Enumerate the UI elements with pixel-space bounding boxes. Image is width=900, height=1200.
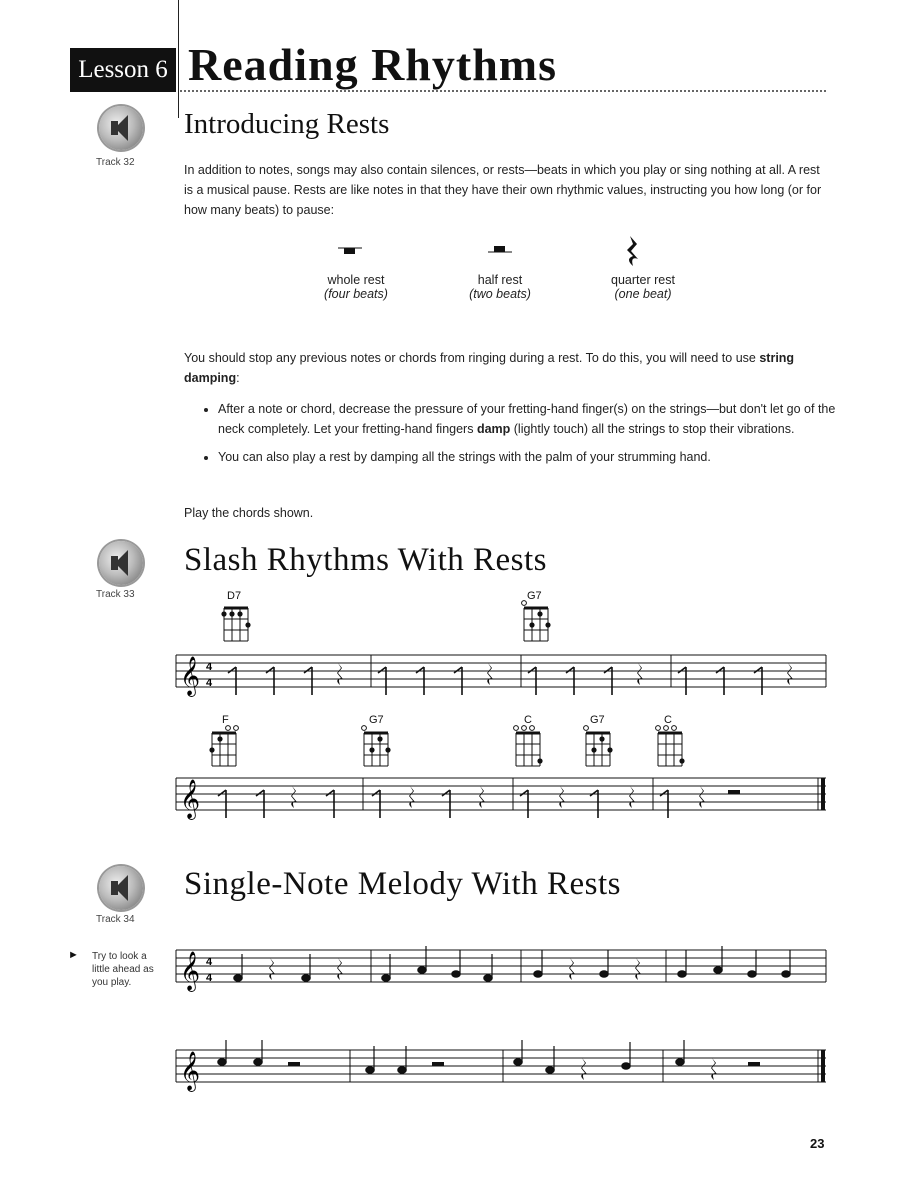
play-chords-instruction: Play the chords shown. (184, 506, 314, 520)
time-sig-top: 4 (206, 956, 213, 968)
header-vertical-rule (178, 0, 179, 118)
lesson-label: Lesson 6 (70, 48, 176, 92)
section-title-melody: Single-Note Melody With Rests (184, 866, 621, 902)
half-rest-icon (748, 1062, 760, 1066)
melody-notes (218, 1040, 684, 1073)
melody-staff-row1 (0, 940, 900, 1000)
time-sig-top: 4 (206, 661, 213, 673)
rest-beats: (one beat) (614, 287, 672, 301)
page-number: 23 (810, 1136, 825, 1151)
track-label: Track 32 (96, 157, 135, 168)
half-rest-icon (288, 1062, 300, 1066)
quarter-rest-icon (627, 236, 638, 266)
bullet2-text: You can also play a rest by damping all the strings with the palm of your strumming hand. (218, 450, 711, 464)
chord-diagram-g7 (362, 726, 391, 766)
chord-name: D7 (227, 590, 242, 602)
damping-bullet-list (200, 399, 858, 475)
treble-clef-icon: 𝄞 (180, 1052, 201, 1090)
audio-speaker-icon[interactable] (99, 106, 143, 150)
section-title-slash: Slash Rhythms With Rests (184, 542, 548, 578)
bullet1-text: After a note or chord, decrease the pressure of your fretting-hand finger(s) on the strings—but don't let go of the neck completely. Let your fretting-hand fingers (218, 402, 836, 436)
chord-diagram-g7 (584, 726, 613, 766)
damping-intro-text: You should stop any previous notes or chords from ringing during a rest. To do this, you will need to use (184, 351, 760, 365)
rest-beats: (four beats) (324, 287, 388, 301)
rest-beats: (two beats) (469, 287, 531, 301)
title-dotted-rule (180, 90, 826, 92)
chord-diagram-f (209, 726, 238, 766)
chord-name: C (664, 714, 672, 726)
chord-name: G7 (527, 590, 542, 602)
half-rest-icon (432, 1062, 444, 1066)
slash-staff-row1 (0, 645, 900, 705)
chord-name: F (222, 714, 229, 726)
chord-diagram-c (514, 726, 543, 766)
bullet1-term: damp (476, 422, 511, 436)
audio-speaker-icon[interactable] (99, 541, 143, 585)
side-note: Try to look a little ahead as you play. (92, 951, 154, 988)
bullet-item (218, 399, 858, 439)
rest-name: half rest (477, 273, 523, 287)
track-label: Track 33 (96, 589, 135, 600)
damping-intro-paragraph (184, 348, 824, 388)
half-rest-icon (728, 790, 740, 794)
chord-diagram-d7 (221, 608, 250, 641)
rest-symbols (300, 232, 720, 272)
track-label: Track 34 (96, 914, 135, 925)
chord-diagram-g7 (522, 601, 551, 641)
rest-name: quarter rest (611, 273, 675, 287)
rests (288, 1058, 760, 1080)
time-sig-bottom: 4 (206, 972, 213, 984)
half-rest-icon (494, 246, 505, 252)
damping-intro-end: : (236, 371, 240, 385)
treble-clef-icon: 𝄞 (180, 952, 201, 990)
melody-notes (234, 946, 790, 981)
whole-rest-caption (291, 273, 421, 301)
bullet1-text-end: (lightly touch) all the strings to stop their vibrations. (510, 422, 795, 436)
section-title-rests: Introducing Rests (184, 108, 390, 140)
rest-name: whole rest (327, 273, 385, 287)
chord-name: C (524, 714, 532, 726)
arrow-pointer-icon: ► (68, 949, 79, 961)
treble-clef-icon: 𝄞 (180, 657, 201, 695)
chord-name: G7 (369, 714, 384, 726)
slash-staff-row2 (0, 768, 900, 828)
page-title: Reading Rhythms (188, 39, 558, 90)
audio-speaker-icon[interactable] (99, 866, 143, 910)
whole-rest-icon (344, 248, 355, 254)
bullet-item (218, 447, 858, 467)
time-sig-bottom: 4 (206, 677, 213, 689)
chord-diagram-c (656, 726, 685, 766)
damping-term: string damping (184, 351, 795, 385)
melody-staff-row2 (0, 1040, 900, 1100)
rests-intro-paragraph: In addition to notes, songs may also contain silences, or rests—beats in which you play or sing nothing at all. A rest is a musical pause. Rests are like notes in that they have their own rhythmic values, instructing you how long (or for how many beats) to pause: (184, 163, 822, 217)
treble-clef-icon: 𝄞 (180, 780, 201, 818)
chord-name: G7 (590, 714, 605, 726)
quarter-rests (291, 786, 740, 808)
half-rest-caption (435, 273, 565, 301)
quarter-rest-caption (578, 273, 708, 301)
